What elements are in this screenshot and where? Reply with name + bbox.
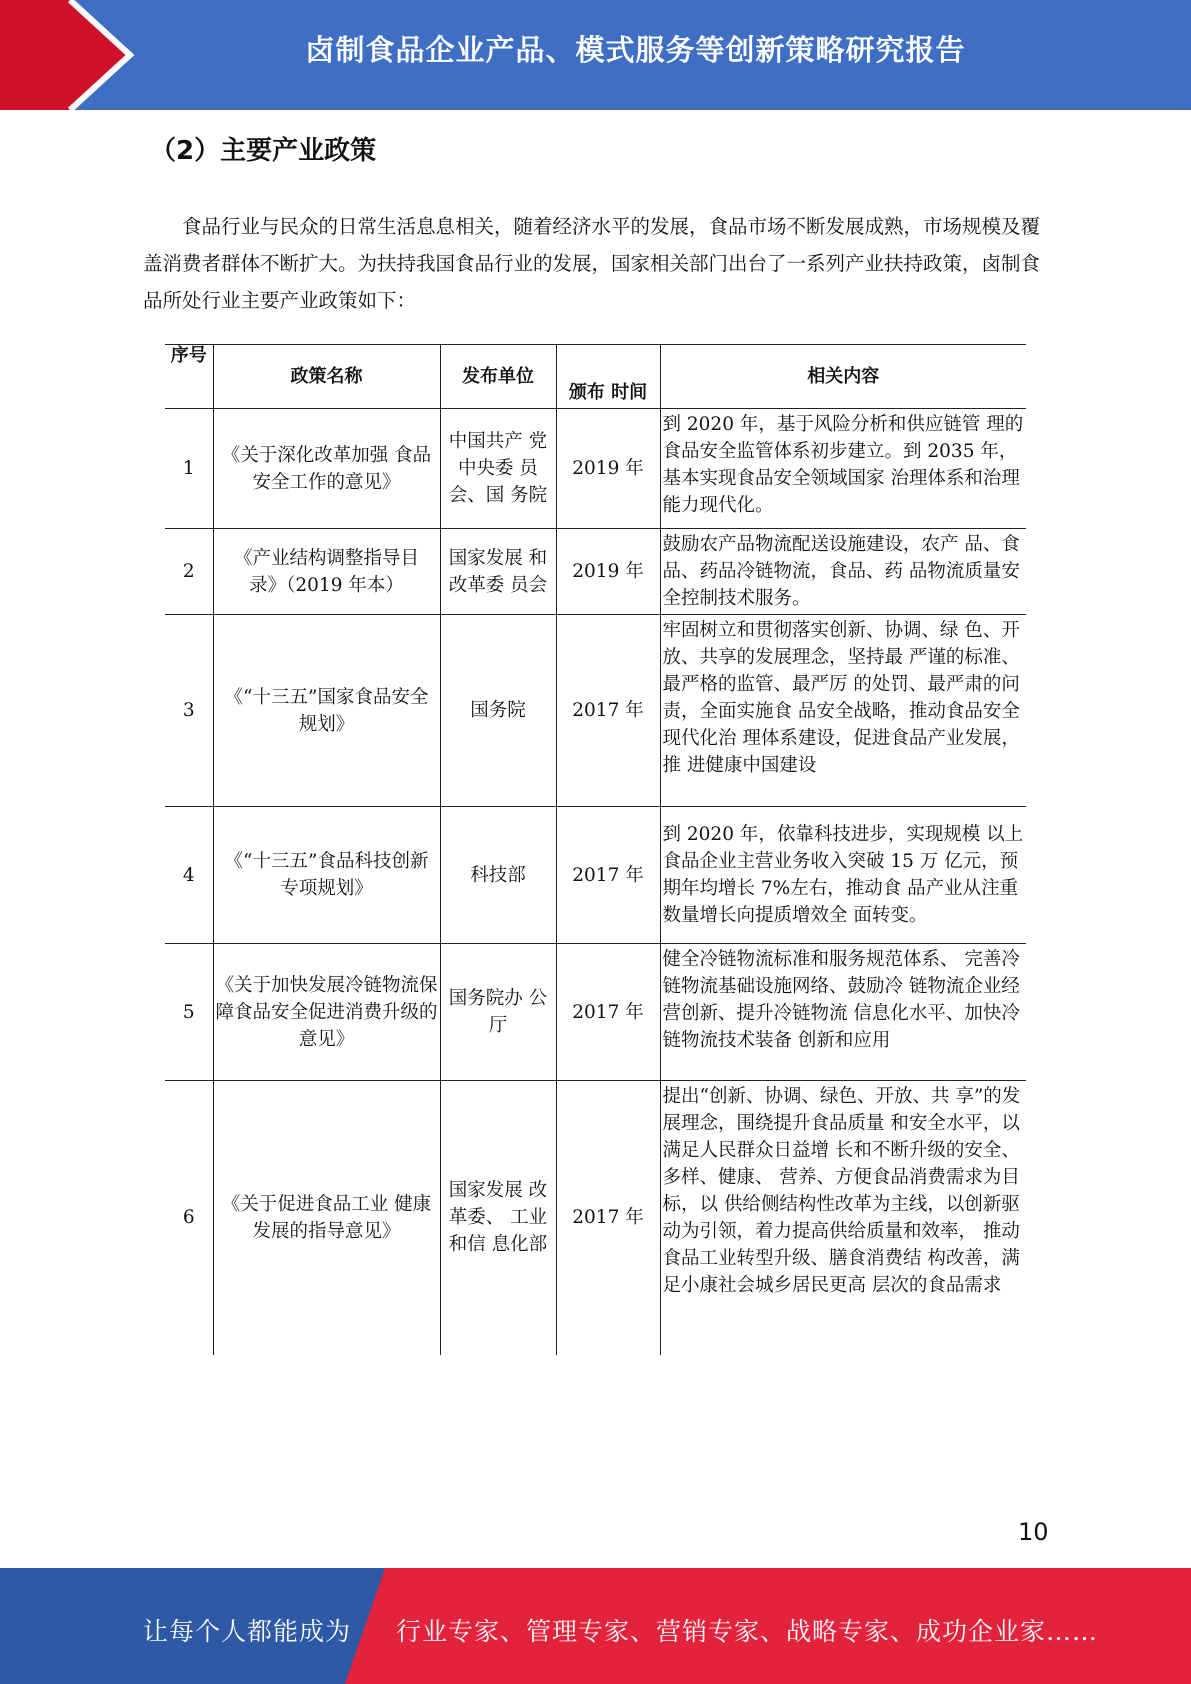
row-policy-name: 《关于加快发展冷链物流保障食品安全促进消费升级的意见》 bbox=[213, 944, 440, 1081]
row-issuer: 国家发展 改革委、 工业和信 息化部 bbox=[440, 1081, 556, 1355]
report-title: 卤制食品企业产品、模式服务等创新策略研究报告 bbox=[305, 33, 966, 67]
row-policy-name: 《“十三五”食品科技创新专项规划》 bbox=[213, 807, 440, 944]
row-issuer: 国家发展 和改革委 员会 bbox=[440, 529, 556, 615]
row-policy-name: 《关于深化改革加强 食品安全工作的意见》 bbox=[213, 409, 440, 529]
table-header-row bbox=[165, 345, 1026, 409]
row-content: 鼓励农产品物流配送设施建设，农产 品、食品、药品冷链物流，食品、药 品物流质量安全控制技术服务。 bbox=[660, 529, 1026, 615]
header-policy-name: 政策名称 bbox=[213, 345, 440, 409]
page-header bbox=[0, 0, 1191, 110]
table-row bbox=[165, 944, 1026, 1081]
row-issuer: 国务院办 公厅 bbox=[440, 944, 556, 1081]
row-content: 到 2020 年，依靠科技进步，实现规模 以上食品企业主营业务收入突破 15 万 亿元，预期年均增长 7%左右，推动食 品产业从注重数量增长向提质增效全 面转变。 bbox=[660, 807, 1026, 944]
row-issuer: 国务院 bbox=[440, 615, 556, 807]
row-date: 2017 年 bbox=[556, 1081, 660, 1355]
table-row bbox=[165, 409, 1026, 529]
policy-table bbox=[165, 344, 1026, 1355]
row-date: 2019 年 bbox=[556, 409, 660, 529]
footer-slogan-right: 行业专家、管理专家、营销专家、战略专家、成功企业家…… bbox=[396, 1617, 1099, 1646]
row-index: 3 bbox=[165, 615, 213, 807]
section-title: （2）主要产业政策 bbox=[150, 136, 377, 166]
row-index: 1 bbox=[165, 409, 213, 529]
table-row bbox=[165, 807, 1026, 944]
header-issuer: 发布单位 bbox=[440, 345, 556, 409]
row-content: 提出“创新、协调、绿色、开放、共 享”的发展理念，围绕提升食品质量 和安全水平，以满足人民群众日益增 长和不断升级的安全、多样、健康、 营养、方便食品消费需求为目标，以 供给侧结构性改革为主线，以创新驱 动为引领，着力提高供给质量和效率， 推动食品工业转型升级、膳食消费结 构改善，满足小康社会城乡居民更高 层次的食品需求 bbox=[660, 1081, 1026, 1355]
row-date: 2017 年 bbox=[556, 944, 660, 1081]
row-issuer: 科技部 bbox=[440, 807, 556, 944]
page-number: 10 bbox=[1018, 1518, 1049, 1546]
row-issuer: 中国共产 党中央委 员会、国 务院 bbox=[440, 409, 556, 529]
row-content: 到 2020 年，基于风险分析和供应链管 理的食品安全监管体系初步建立。到 2035 年，基本实现食品安全领域国家 治理体系和治理能力现代化。 bbox=[660, 409, 1026, 529]
row-index: 6 bbox=[165, 1081, 213, 1355]
header-issue-date: 颁布 时间 bbox=[556, 345, 660, 409]
row-date: 2017 年 bbox=[556, 807, 660, 944]
row-index: 2 bbox=[165, 529, 213, 615]
table-row bbox=[165, 529, 1026, 615]
row-content: 牢固树立和贯彻落实创新、协调、绿 色、开放、共享的发展理念，坚持最 严谨的标准、最严格的监管、最严厉 的处罚、最严肃的问责，全面实施食 品安全战略，推动食品安全现代化治 理体系建设，促进食品产业发展，推 进健康中国建设 bbox=[660, 615, 1026, 807]
header-index: 序号 bbox=[165, 345, 213, 409]
intro-paragraph: 食品行业与民众的日常生活息息相关，随着经济水平的发展，食品市场不断发展成熟，市场规模及覆盖消费者群体不断扩大。为扶持我国食品行业的发展，国家相关部门出台了一系列产业扶持政策，卤制食品所处行业主要产业政策如下： bbox=[143, 215, 1041, 312]
row-date: 2019 年 bbox=[556, 529, 660, 615]
header-content: 相关内容 bbox=[660, 345, 1026, 409]
row-policy-name: 《产业结构调整指导目录》（2019 年本） bbox=[213, 529, 440, 615]
row-date: 2017 年 bbox=[556, 615, 660, 807]
table-row bbox=[165, 615, 1026, 807]
page-footer bbox=[0, 1568, 1191, 1684]
row-index: 5 bbox=[165, 944, 213, 1081]
row-content: 健全冷链物流标准和服务规范体系、 完善冷链物流基础设施网络、鼓励冷 链物流企业经营创新、提升冷链物流 信息化水平、加快冷链物流技术装备 创新和应用 bbox=[660, 944, 1026, 1081]
table-row bbox=[165, 1081, 1026, 1355]
row-policy-name: 《关于促进食品工业 健康发展的指导意见》 bbox=[213, 1081, 440, 1355]
row-policy-name: 《“十三五”国家食品安全规划》 bbox=[213, 615, 440, 807]
footer-slogan-left: 让每个人都能成为 bbox=[143, 1617, 352, 1646]
row-index: 4 bbox=[165, 807, 213, 944]
